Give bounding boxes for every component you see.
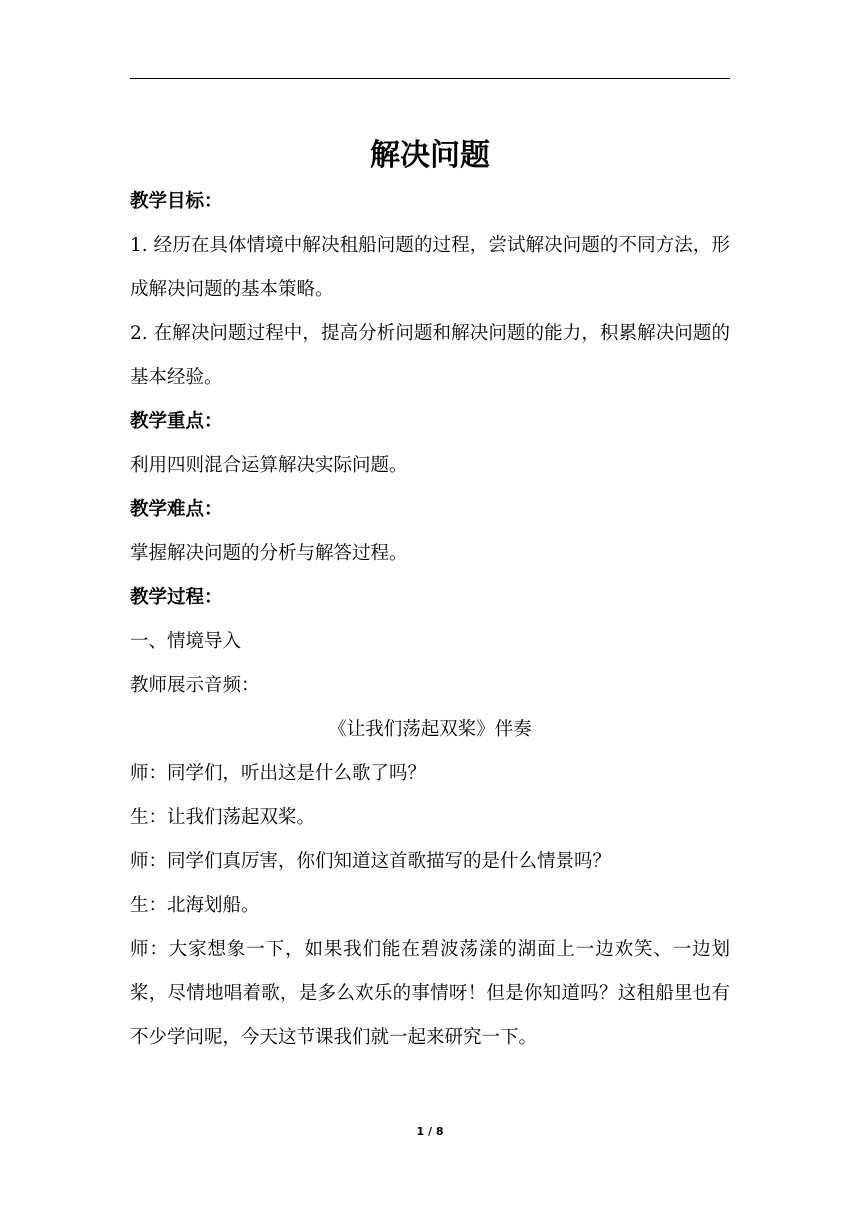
document-title: 解决问题	[370, 138, 490, 173]
dialogue-line: 师：同学们，听出这是什么歌了吗？	[130, 763, 427, 784]
section-heading-process: 教学过程：	[130, 587, 223, 608]
centered-line: 《让我们荡起双桨》伴奏	[328, 719, 532, 740]
dialogue-line: 生：让我们荡起双桨。	[130, 807, 316, 828]
dialogue-line: 生：北海划船。	[130, 895, 260, 916]
section-heading-key-points: 教学重点：	[130, 411, 223, 432]
document-body	[130, 180, 730, 1060]
paragraph: 1. 经历在具体情境中解决租船问题的过程，尝试解决问题的不同方法，形成解决问题的基本策略。	[130, 235, 730, 300]
paragraph: 掌握解决问题的分析与解答过程。	[130, 543, 408, 564]
dialogue-line: 师：大家想象一下，如果我们能在碧波荡漾的湖面上一边欢笑、一边划桨，尽情地唱着歌，是多么欢乐的事情呀！但是你知道吗？这租船里也有不少学问呢，今天这节课我们就一起来研究一下。	[130, 939, 730, 1048]
header-rule	[130, 78, 730, 79]
page-number: 1 / 8	[416, 1125, 444, 1138]
paragraph: 一、情境导入	[130, 631, 242, 652]
paragraph: 2. 在解决问题过程中，提高分析问题和解决问题的能力，积累解决问题的基本经验。	[130, 323, 730, 388]
section-heading-difficulties: 教学难点：	[130, 499, 223, 520]
paragraph: 利用四则混合运算解决实际问题。	[130, 455, 408, 476]
paragraph: 教师展示音频：	[130, 675, 260, 696]
section-heading-objectives: 教学目标：	[130, 191, 223, 212]
dialogue-line: 师：同学们真厉害，你们知道这首歌描写的是什么情景吗？	[130, 851, 612, 872]
